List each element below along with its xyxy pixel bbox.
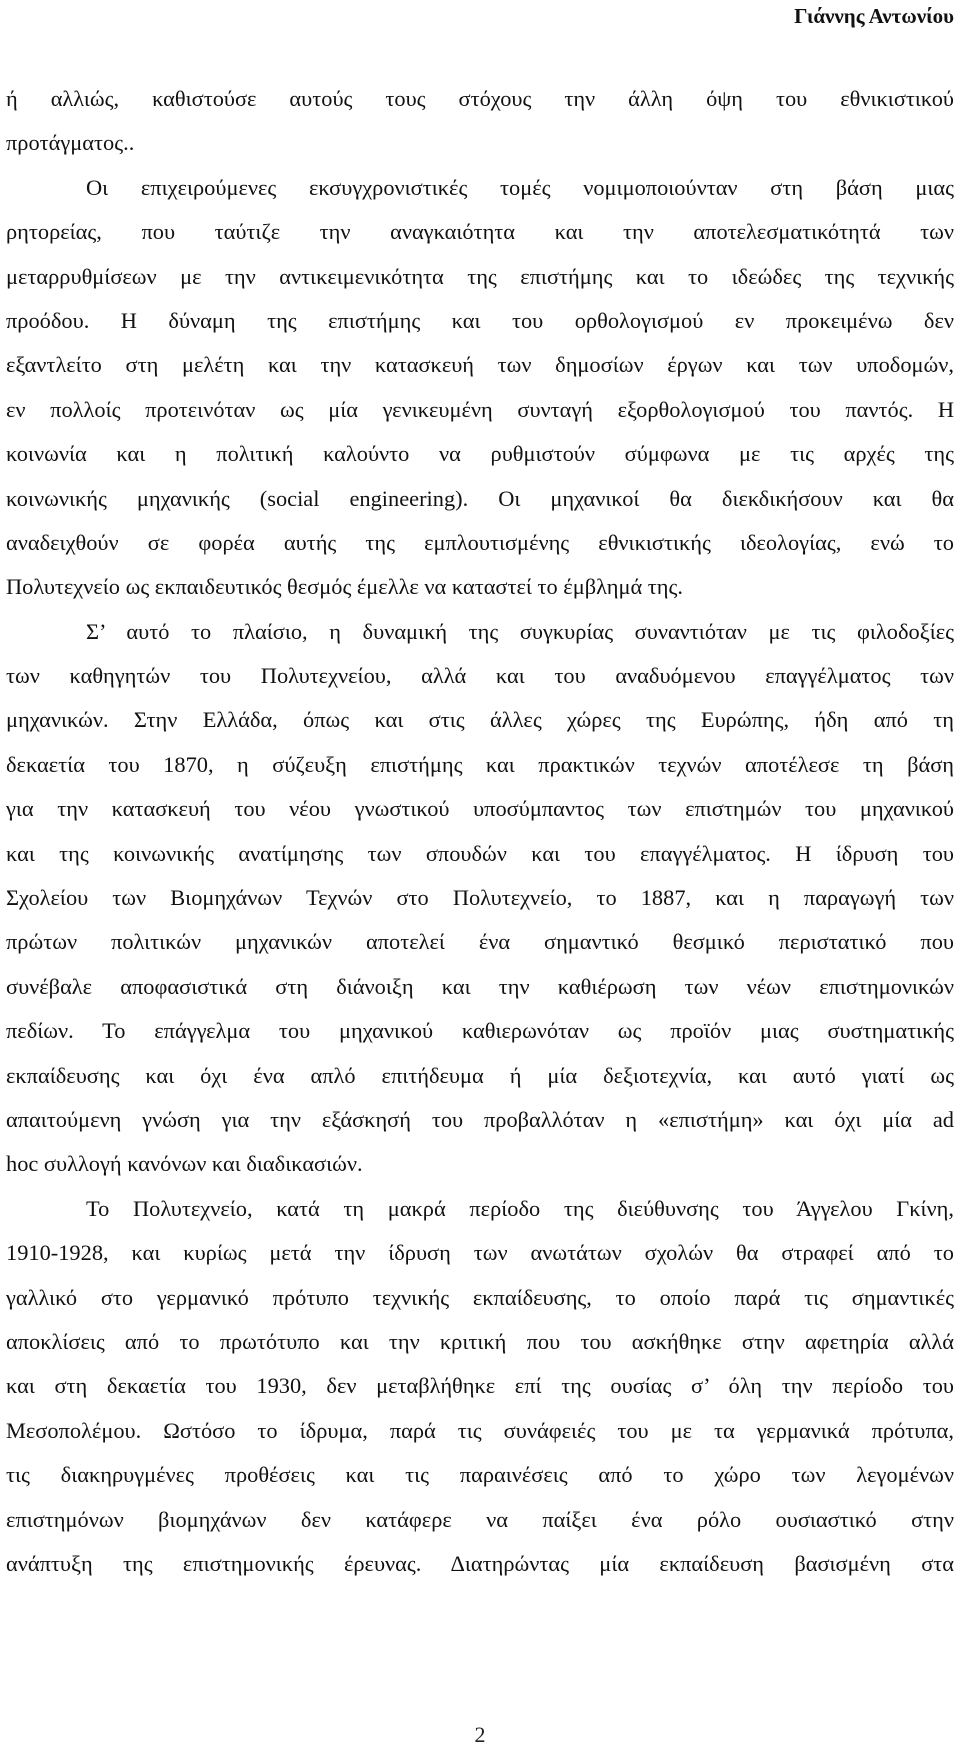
paragraph bbox=[6, 1187, 954, 1587]
text-line: για την κατασκευή του νέου γνωστικού υποσύμπαντος των επιστημών του μηχανικού bbox=[6, 796, 954, 822]
text-line: εν πολλοίς προτεινόταν ως μία γενικευμένη συνταγή εξορθολογισμού του παντός. Η bbox=[6, 396, 954, 422]
text-line: Σχολείου των Βιομηχάνων Τεχνών στο Πολυτεχνείο, το 1887, και η παραγωγή των bbox=[6, 885, 954, 911]
text-line: μεταρρυθμίσεων με την αντικειμενικότητα της επιστήμης και το ιδεώδες της τεχνικής bbox=[6, 263, 954, 289]
text-line: Οι επιχειρούμενες εκσυγχρονιστικές τομές νομιμοποιούνταν στη βάση μιας bbox=[86, 174, 954, 200]
text-line: προόδου. Η δύναμη της επιστήμης και του ορθολογισμού εν προκειμένω δεν bbox=[6, 307, 954, 333]
text-line: hoc συλλογή κανόνων και διαδικασιών. bbox=[6, 1151, 363, 1177]
text-line: αποκλίσεις από το πρωτότυπο και την κριτική που του ασκήθηκε στην αφετηρία αλλά bbox=[6, 1328, 954, 1354]
text-line: ανάπτυξη της επιστημονικής έρευνας. Διατηρώντας μία εκπαίδευση βασισμένη στα bbox=[6, 1550, 954, 1576]
text-line: μηχανικών. Στην Ελλάδα, όπως και στις άλλες χώρες της Ευρώπης, ήδη από τη bbox=[6, 707, 954, 733]
text-line: Το Πολυτεχνείο, κατά τη μακρά περίοδο της διεύθυνσης του Άγγελου Γκίνη, bbox=[86, 1195, 954, 1221]
text-line: εκπαίδευσης και όχι ένα απλό επιτήδευμα ή μία δεξιοτεχνία, και αυτό γιατί ως bbox=[6, 1062, 954, 1088]
text-line: Πολυτεχνείο ως εκπαιδευτικός θεσμός έμελλε να καταστεί το έμβλημά της. bbox=[6, 574, 683, 600]
text-line: συνέβαλε αποφασιστικά στη διάνοιξη και την καθιέρωση των νέων επιστημονικών bbox=[6, 973, 954, 999]
text-line: γαλλικό στο γερμανικό πρότυπο τεχνικής εκπαίδευσης, το οποίο παρά τις σημαντικές bbox=[6, 1284, 954, 1310]
paragraph bbox=[6, 610, 954, 1187]
text-line: κοινωνικής μηχανικής (social engineering). Οι μηχανικοί θα διεκδικήσουν και θα bbox=[6, 485, 954, 511]
text-line: προτάγματος.. bbox=[6, 130, 135, 156]
text-line: κοινωνία και η πολιτική καλούντο να ρυθμιστούν σύμφωνα με τις αρχές της bbox=[6, 441, 954, 467]
paragraph bbox=[6, 166, 954, 610]
body-text bbox=[6, 77, 954, 1586]
running-header-author: Γιάννης Αντωνίου bbox=[794, 4, 954, 28]
text-line: και της κοινωνικής ανατίμησης των σπουδών και του επαγγέλματος. Η ίδρυση του bbox=[6, 840, 954, 866]
text-line: και στη δεκαετία του 1930, δεν μεταβλήθηκε επί της ουσίας σ’ όλη την περίοδο του bbox=[6, 1373, 954, 1399]
paragraph bbox=[6, 77, 954, 166]
text-line: εξαντλείτο στη μελέτη και την κατασκευή των δημοσίων έργων και των υποδομών, bbox=[6, 352, 954, 378]
text-line: δεκαετία του 1870, η σύζευξη επιστήμης και πρακτικών τεχνών αποτέλεσε τη βάση bbox=[6, 751, 954, 777]
text-line: των καθηγητών του Πολυτεχνείου, αλλά και του αναδυόμενου επαγγέλματος των bbox=[6, 663, 954, 689]
text-line: πεδίων. Το επάγγελμα του μηχανικού καθιερωνόταν ως προϊόν μιας συστηματικής bbox=[6, 1018, 954, 1044]
text-line: πρώτων πολιτικών μηχανικών αποτελεί ένα σημαντικό θεσμικό περιστατικό που bbox=[6, 929, 954, 955]
text-line: 1910-1928, και κυρίως μετά την ίδρυση των ανωτάτων σχολών θα στραφεί από το bbox=[6, 1240, 954, 1266]
text-line: απαιτούμενη γνώση για την εξάσκησή του προβαλλόταν η «επιστήμη» και όχι μία ad bbox=[6, 1106, 954, 1132]
text-line: Σ’ αυτό το πλαίσιο, η δυναμική της συγκυρίας συναντιόταν με τις φιλοδοξίες bbox=[86, 618, 954, 644]
text-line: ρητορείας, που ταύτιζε την αναγκαιότητα και την αποτελεσματικότητά των bbox=[6, 219, 954, 245]
text-line: ή αλλιώς, καθιστούσε αυτούς τους στόχους την άλλη όψη του εθνικιστικού bbox=[6, 86, 954, 111]
text-line: τις διακηρυγμένες προθέσεις και τις παραινέσεις από το χώρο των λεγομένων bbox=[6, 1462, 954, 1488]
text-line: αναδειχθούν σε φορέα αυτής της εμπλουτισμένης εθνικιστικής ιδεολογίας, ενώ το bbox=[6, 529, 954, 555]
text-line: Μεσοπολέμου. Ωστόσο το ίδρυμα, παρά τις συνάφειές του με τα γερμανικά πρότυπα, bbox=[6, 1417, 954, 1443]
page-number: 2 bbox=[474, 1722, 486, 1747]
text-line: επιστημόνων βιομηχάνων δεν κατάφερε να παίξει ένα ρόλο ουσιαστικό στην bbox=[6, 1506, 954, 1532]
